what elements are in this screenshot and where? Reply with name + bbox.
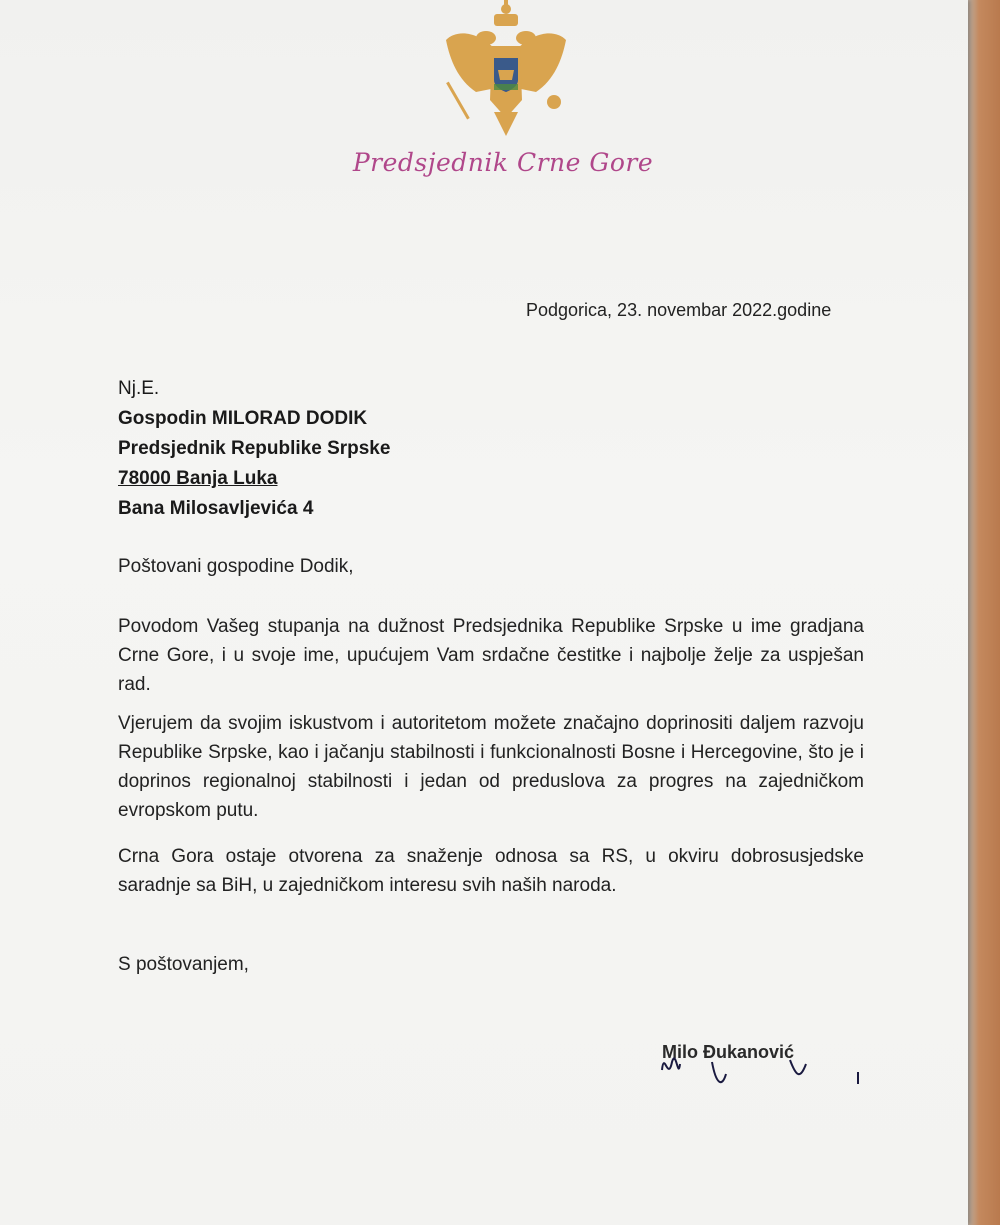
body-paragraph: Crna Gora ostaje otvorena za snaženje odnosa sa RS, u okviru dobrosusjedske saradnje sa BiH, u zajedničkom interesu svih naših naroda. xyxy=(118,846,864,896)
recipient-name: Gospodin MILORAD DODIK xyxy=(118,408,368,429)
body-paragraph: Povodom Vašeg stupanja na dužnost Predsjednika Republike Srpske u ime gradjana Crne Gore, i u svoje ime, upućujem Vam srdačne čestitke i najbolje želje za uspješan rad. xyxy=(118,616,864,695)
signature-name: Milo Đukanović xyxy=(662,1042,795,1062)
background-surface xyxy=(965,0,1000,1225)
greeting: Poštovani gospodine Dodik, xyxy=(118,556,354,577)
signature xyxy=(650,1040,870,1100)
recipient-city: 78000 Banja Luka xyxy=(118,468,278,489)
handwritten-signature xyxy=(650,1040,870,1100)
letter-date: Podgorica, 23. novembar 2022.godine xyxy=(526,300,832,320)
org-name: Predsjednik Crne Gore xyxy=(352,148,654,177)
recipient-address xyxy=(118,374,390,524)
recipient-street: Bana Milosavljevića 4 xyxy=(118,498,314,519)
closing: S poštovanjem, xyxy=(118,954,249,975)
recipient-position: Predsjednik Republike Srpske xyxy=(118,438,391,459)
montenegro-coat-of-arms-icon xyxy=(436,0,576,140)
recipient-title: Nj.E. xyxy=(118,378,160,399)
body-paragraph: Vjerujem da svojim iskustvom i autoritetom možete značajno doprinositi daljem razvoju Republike Srpske, kao i jačanju stabilnosti i funkcionalnosti Bosne i Hercegovine, što je i doprinos regionalnoj stabilnosti i jedan od preduslova za progres na zajedničkom evropskom putu. xyxy=(118,713,864,821)
